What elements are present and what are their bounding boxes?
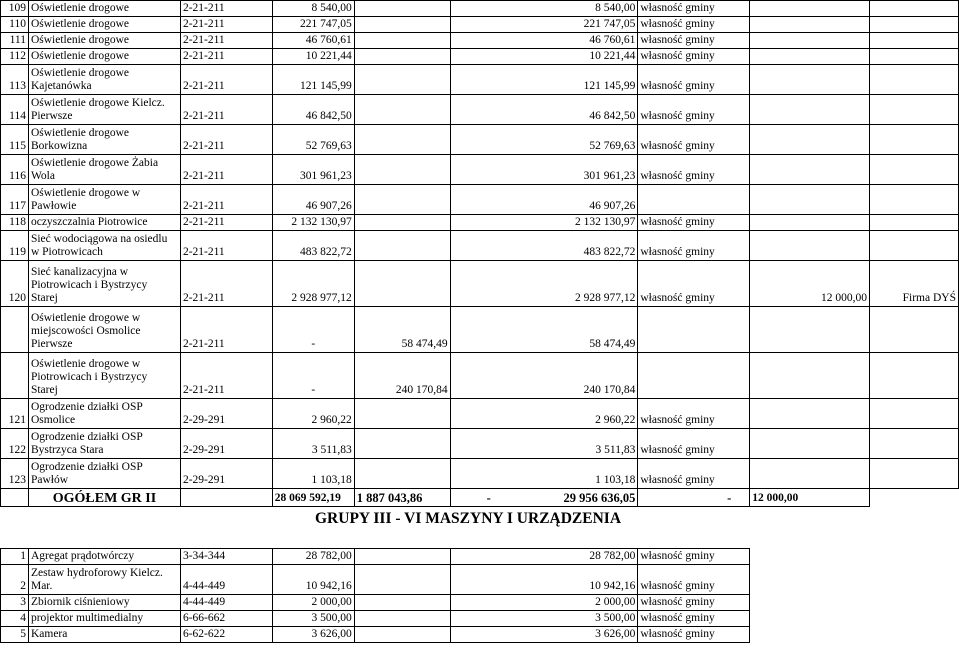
row-number: 2	[1, 565, 29, 595]
row-name-line: Oświetlenie drogowe	[30, 34, 130, 46]
row-code: 2-21-211	[180, 95, 272, 125]
row-name-line: Pawłowie	[30, 200, 77, 212]
row-value-initial: 483 822,72	[272, 231, 354, 261]
row-name-line: Oświetlenie drogowe w	[30, 312, 141, 324]
row-owner: własność gminy	[638, 429, 750, 459]
row-code: 4-44-449	[180, 595, 272, 611]
row-value-change	[354, 261, 450, 307]
row-owner: własność gminy	[638, 125, 750, 155]
row-value-change	[354, 125, 450, 155]
row-value-initial: 46 760,61	[272, 33, 354, 49]
row-value-total: 221 747,05	[450, 17, 638, 33]
row-owner: własność gminy	[638, 627, 750, 643]
row-extra-value	[750, 185, 870, 215]
row-value-initial: 46 842,50	[272, 95, 354, 125]
row-name	[28, 549, 180, 565]
total-value-cell	[450, 489, 638, 507]
row-name-line: Agregat prądotwórczy	[30, 550, 135, 562]
row-name-line: Piotrowicach i Bystrzycy	[30, 279, 148, 291]
row-code: 6-62-622	[180, 627, 272, 643]
row-value-change	[354, 231, 450, 261]
row-owner: własność gminy	[638, 17, 750, 33]
row-number: 121	[1, 399, 29, 429]
table-row	[1, 565, 959, 595]
row-name-line: Starej	[30, 292, 58, 304]
row-number: 119	[1, 231, 29, 261]
total-empty	[870, 489, 959, 507]
row-value-total: 46 760,61	[450, 33, 638, 49]
row-name-line: w Piotrowicach	[30, 246, 103, 258]
row-name	[28, 595, 180, 611]
row-name	[28, 429, 180, 459]
row-value-change: 58 474,49	[354, 307, 450, 353]
row-value-initial: 3 500,00	[272, 611, 354, 627]
row-empty	[750, 565, 870, 595]
row-empty	[870, 595, 959, 611]
row-value-total: 2 960,22	[450, 399, 638, 429]
table-row	[1, 49, 959, 65]
table-row	[1, 1, 959, 17]
row-code: 2-21-211	[180, 215, 272, 231]
row-value-initial: 8 540,00	[272, 1, 354, 17]
row-owner: własność gminy	[638, 261, 750, 307]
row-extra-note	[870, 125, 959, 155]
row-extra-note: Firma DYŚ	[870, 261, 959, 307]
row-extra-value	[750, 95, 870, 125]
row-number: 3	[1, 595, 29, 611]
row-value-total: 28 782,00	[450, 549, 638, 565]
row-code: 2-21-211	[180, 231, 272, 261]
row-extra-note	[870, 155, 959, 185]
row-code: 3-34-344	[180, 549, 272, 565]
row-code: 2-21-211	[180, 155, 272, 185]
row-code: 2-29-291	[180, 459, 272, 489]
row-name-line: Zestaw hydroforowy Kielcz.	[30, 567, 163, 579]
row-value-initial: 2 000,00	[272, 595, 354, 611]
row-name	[28, 353, 180, 399]
row-empty	[870, 627, 959, 643]
total-initial: 28 069 592,19	[272, 489, 354, 507]
row-name-line: Zbiornik ciśnieniowy	[30, 596, 130, 608]
row-number: 117	[1, 185, 29, 215]
row-name-line: miejscowości Osmolice	[30, 325, 141, 337]
row-number: 116	[1, 155, 29, 185]
row-name-line: Borkowizna	[30, 140, 88, 152]
row-value-total: 3 511,83	[450, 429, 638, 459]
row-empty	[870, 565, 959, 595]
row-owner: własność gminy	[638, 1, 750, 17]
row-extra-value	[750, 353, 870, 399]
total-extra: 12 000,00	[750, 489, 870, 507]
row-name-line: projektor multimedialny	[30, 612, 144, 624]
assets-table-group-3-6	[0, 548, 959, 643]
row-extra-value: 12 000,00	[750, 261, 870, 307]
row-name	[28, 215, 180, 231]
row-extra-value	[750, 33, 870, 49]
row-value-initial: 3 511,83	[272, 429, 354, 459]
row-value-change	[354, 611, 450, 627]
total-spacer	[1, 489, 29, 507]
row-empty	[750, 549, 870, 565]
row-empty	[750, 627, 870, 643]
row-value-total: 3 500,00	[450, 611, 638, 627]
row-extra-note	[870, 17, 959, 33]
row-value-change	[354, 399, 450, 429]
row-value-initial: 10 221,44	[272, 49, 354, 65]
table-row	[1, 459, 959, 489]
row-value-initial: 10 942,16	[272, 565, 354, 595]
row-name-line: Kajetanówka	[30, 80, 92, 92]
row-name-line: Bystrzyca Stara	[30, 444, 104, 456]
row-number: 109	[1, 1, 29, 17]
row-name-line: Mar.	[30, 580, 53, 592]
row-value-initial: 221 747,05	[272, 17, 354, 33]
total-label: OGÓŁEM GR II	[28, 489, 180, 507]
row-extra-value	[750, 307, 870, 353]
row-extra-note	[870, 459, 959, 489]
row-empty	[750, 611, 870, 627]
row-name-line: Wola	[30, 170, 55, 182]
table-row	[1, 65, 959, 95]
row-value-initial: -	[272, 353, 354, 399]
row-value-total: 2 000,00	[450, 595, 638, 611]
row-value-change	[354, 549, 450, 565]
row-value-initial: 3 626,00	[272, 627, 354, 643]
row-name	[28, 17, 180, 33]
row-extra-note	[870, 353, 959, 399]
row-value-change	[354, 595, 450, 611]
row-value-change	[354, 95, 450, 125]
row-extra-note	[870, 215, 959, 231]
row-number: 1	[1, 549, 29, 565]
row-name-line: Pierwsze	[30, 110, 73, 122]
row-name-line: Oświetlenie drogowe w	[30, 187, 141, 199]
row-name	[28, 611, 180, 627]
row-name-line: Ogrodzenie działki OSP	[30, 401, 143, 413]
row-extra-note	[870, 49, 959, 65]
row-code: 2-21-211	[180, 1, 272, 17]
row-name-line: Oświetlenie drogowe	[30, 18, 130, 30]
row-value-initial: 28 782,00	[272, 549, 354, 565]
row-name-line: Starej	[30, 384, 58, 396]
row-value-initial: 301 961,23	[272, 155, 354, 185]
row-value-total: 8 540,00	[450, 1, 638, 17]
row-name-line: Oświetlenie drogowe	[30, 67, 130, 79]
row-empty	[750, 595, 870, 611]
row-name	[28, 185, 180, 215]
row-name-line: Sieć kanalizacyjna w	[30, 266, 129, 278]
row-extra-value	[750, 429, 870, 459]
row-owner: własność gminy	[638, 549, 750, 565]
row-extra-value	[750, 231, 870, 261]
row-value-change	[354, 33, 450, 49]
row-empty	[870, 611, 959, 627]
row-value-initial: 121 145,99	[272, 65, 354, 95]
row-name-line: Kamera	[30, 628, 68, 640]
row-number: 111	[1, 33, 29, 49]
row-owner: własność gminy	[638, 33, 750, 49]
row-extra-value	[750, 459, 870, 489]
row-value-total: 58 474,49	[450, 307, 638, 353]
row-code: 2-29-291	[180, 399, 272, 429]
row-extra-note	[870, 399, 959, 429]
table-row	[1, 215, 959, 231]
row-name	[28, 399, 180, 429]
row-number	[1, 307, 29, 353]
row-value-initial: 2 928 977,12	[272, 261, 354, 307]
row-name	[28, 565, 180, 595]
row-owner: własność gminy	[638, 49, 750, 65]
table-row	[1, 95, 959, 125]
row-name-line: Pierwsze	[30, 338, 73, 350]
row-code: 2-21-211	[180, 307, 272, 353]
row-value-change	[354, 65, 450, 95]
row-extra-note	[870, 33, 959, 49]
row-name	[28, 307, 180, 353]
table-row	[1, 125, 959, 155]
row-code: 2-21-211	[180, 65, 272, 95]
row-code: 4-44-449	[180, 565, 272, 595]
row-owner: własność gminy	[638, 155, 750, 185]
row-value-change	[354, 565, 450, 595]
row-name-line: Pawłów	[30, 474, 69, 486]
row-value-total: 2 132 130,97	[450, 215, 638, 231]
row-value-change	[354, 17, 450, 33]
row-value-initial: 2 960,22	[272, 399, 354, 429]
row-value-total: 301 961,23	[450, 155, 638, 185]
total-code-spacer	[180, 489, 272, 507]
row-name	[28, 33, 180, 49]
table-row	[1, 627, 959, 643]
row-name-line: Oświetlenie drogowe Żabia	[30, 157, 159, 169]
row-value-change	[354, 429, 450, 459]
total-row	[1, 489, 959, 507]
row-code: 6-66-662	[180, 611, 272, 627]
row-owner: własność gminy	[638, 215, 750, 231]
row-owner: własność gminy	[638, 231, 750, 261]
row-owner: własność gminy	[638, 611, 750, 627]
row-code: 2-21-211	[180, 33, 272, 49]
row-number: 110	[1, 17, 29, 33]
row-name	[28, 261, 180, 307]
row-value-total: 46 842,50	[450, 95, 638, 125]
row-owner: własność gminy	[638, 95, 750, 125]
row-extra-note	[870, 95, 959, 125]
row-extra-value	[750, 17, 870, 33]
row-name	[28, 95, 180, 125]
row-value-total: 483 822,72	[450, 231, 638, 261]
row-number: 114	[1, 95, 29, 125]
row-number: 112	[1, 49, 29, 65]
row-name-line: Oświetlenie drogowe	[30, 2, 130, 14]
row-name	[28, 155, 180, 185]
row-name-line: Oświetlenie drogowe	[30, 127, 130, 139]
table-row	[1, 611, 959, 627]
row-owner	[638, 185, 750, 215]
row-extra-note	[870, 185, 959, 215]
row-name	[28, 231, 180, 261]
row-owner	[638, 307, 750, 353]
row-number: 122	[1, 429, 29, 459]
total-dash: -	[486, 491, 491, 505]
row-value-total: 240 170,84	[450, 353, 638, 399]
row-name-line: Oświetlenie drogowe Kielcz.	[30, 97, 165, 109]
row-owner: własność gminy	[638, 565, 750, 595]
table-row	[1, 185, 959, 215]
row-number	[1, 353, 29, 399]
row-code: 2-29-291	[180, 429, 272, 459]
row-value-initial: 1 103,18	[272, 459, 354, 489]
table-row	[1, 399, 959, 429]
row-name-line: Ogrodzenie działki OSP	[30, 431, 143, 443]
row-extra-note	[870, 429, 959, 459]
row-extra-note	[870, 1, 959, 17]
row-number: 113	[1, 65, 29, 95]
row-number: 118	[1, 215, 29, 231]
row-code: 2-21-211	[180, 185, 272, 215]
row-owner: własność gminy	[638, 399, 750, 429]
row-name-line: Oświetlenie drogowe	[30, 50, 130, 62]
row-value-initial: 46 907,26	[272, 185, 354, 215]
row-number: 120	[1, 261, 29, 307]
row-value-initial: 2 132 130,97	[272, 215, 354, 231]
row-value-total: 2 928 977,12	[450, 261, 638, 307]
section-heading: GRUPY III - VI MASZYNY I URZĄDZENIA	[315, 510, 622, 527]
row-value-initial: -	[272, 307, 354, 353]
row-value-change	[354, 459, 450, 489]
table-row	[1, 155, 959, 185]
table-row	[1, 17, 959, 33]
row-number: 5	[1, 627, 29, 643]
row-name	[28, 49, 180, 65]
table-row	[1, 549, 959, 565]
row-extra-value	[750, 65, 870, 95]
row-number: 115	[1, 125, 29, 155]
row-extra-value	[750, 399, 870, 429]
row-name	[28, 65, 180, 95]
table-row	[1, 33, 959, 49]
row-extra-value	[750, 215, 870, 231]
row-value-total: 3 626,00	[450, 627, 638, 643]
row-name	[28, 459, 180, 489]
table-row	[1, 307, 959, 353]
table-row	[1, 429, 959, 459]
row-value-total: 10 221,44	[450, 49, 638, 65]
row-value-total: 10 942,16	[450, 565, 638, 595]
row-code: 2-21-211	[180, 17, 272, 33]
row-value-total: 1 103,18	[450, 459, 638, 489]
row-extra-note	[870, 231, 959, 261]
row-value-change	[354, 1, 450, 17]
row-owner: własność gminy	[638, 595, 750, 611]
row-code: 2-21-211	[180, 261, 272, 307]
row-name-line: Oświetlenie drogowe w	[30, 358, 141, 370]
row-value-change: 240 170,84	[354, 353, 450, 399]
row-name-line: oczyszczalnia Piotrowice	[30, 216, 148, 228]
row-extra-value	[750, 49, 870, 65]
row-value-total: 46 907,26	[450, 185, 638, 215]
table-row	[1, 231, 959, 261]
total-change: 1 887 043,86	[354, 489, 450, 507]
row-extra-value	[750, 155, 870, 185]
row-name-line: Osmolice	[30, 414, 76, 426]
row-name	[28, 125, 180, 155]
row-code: 2-21-211	[180, 125, 272, 155]
row-extra-value	[750, 1, 870, 17]
row-name-line: Sieć wodociągowa na osiedlu	[30, 233, 168, 245]
table-row	[1, 595, 959, 611]
row-extra-note	[870, 307, 959, 353]
row-value-total: 121 145,99	[450, 65, 638, 95]
row-empty	[870, 549, 959, 565]
row-number: 123	[1, 459, 29, 489]
row-value-change	[354, 185, 450, 215]
row-number: 4	[1, 611, 29, 627]
row-name-line: Ogrodzenie działki OSP	[30, 461, 143, 473]
table-row	[1, 261, 959, 307]
row-owner: własność gminy	[638, 65, 750, 95]
row-extra-note	[870, 65, 959, 95]
row-value-change	[354, 215, 450, 231]
row-name	[28, 1, 180, 17]
total-dash-2: -	[638, 489, 750, 507]
row-owner	[638, 353, 750, 399]
row-code: 2-21-211	[180, 49, 272, 65]
row-name-line: Piotrowicach i Bystrzycy	[30, 371, 148, 383]
row-value-initial: 52 769,63	[272, 125, 354, 155]
table-row	[1, 353, 959, 399]
row-owner: własność gminy	[638, 459, 750, 489]
row-value-change	[354, 49, 450, 65]
row-extra-value	[750, 125, 870, 155]
row-code: 2-21-211	[180, 353, 272, 399]
row-value-change	[354, 627, 450, 643]
row-name	[28, 627, 180, 643]
total-value: 29 956 636,05	[563, 491, 636, 505]
row-value-change	[354, 155, 450, 185]
row-value-total: 52 769,63	[450, 125, 638, 155]
